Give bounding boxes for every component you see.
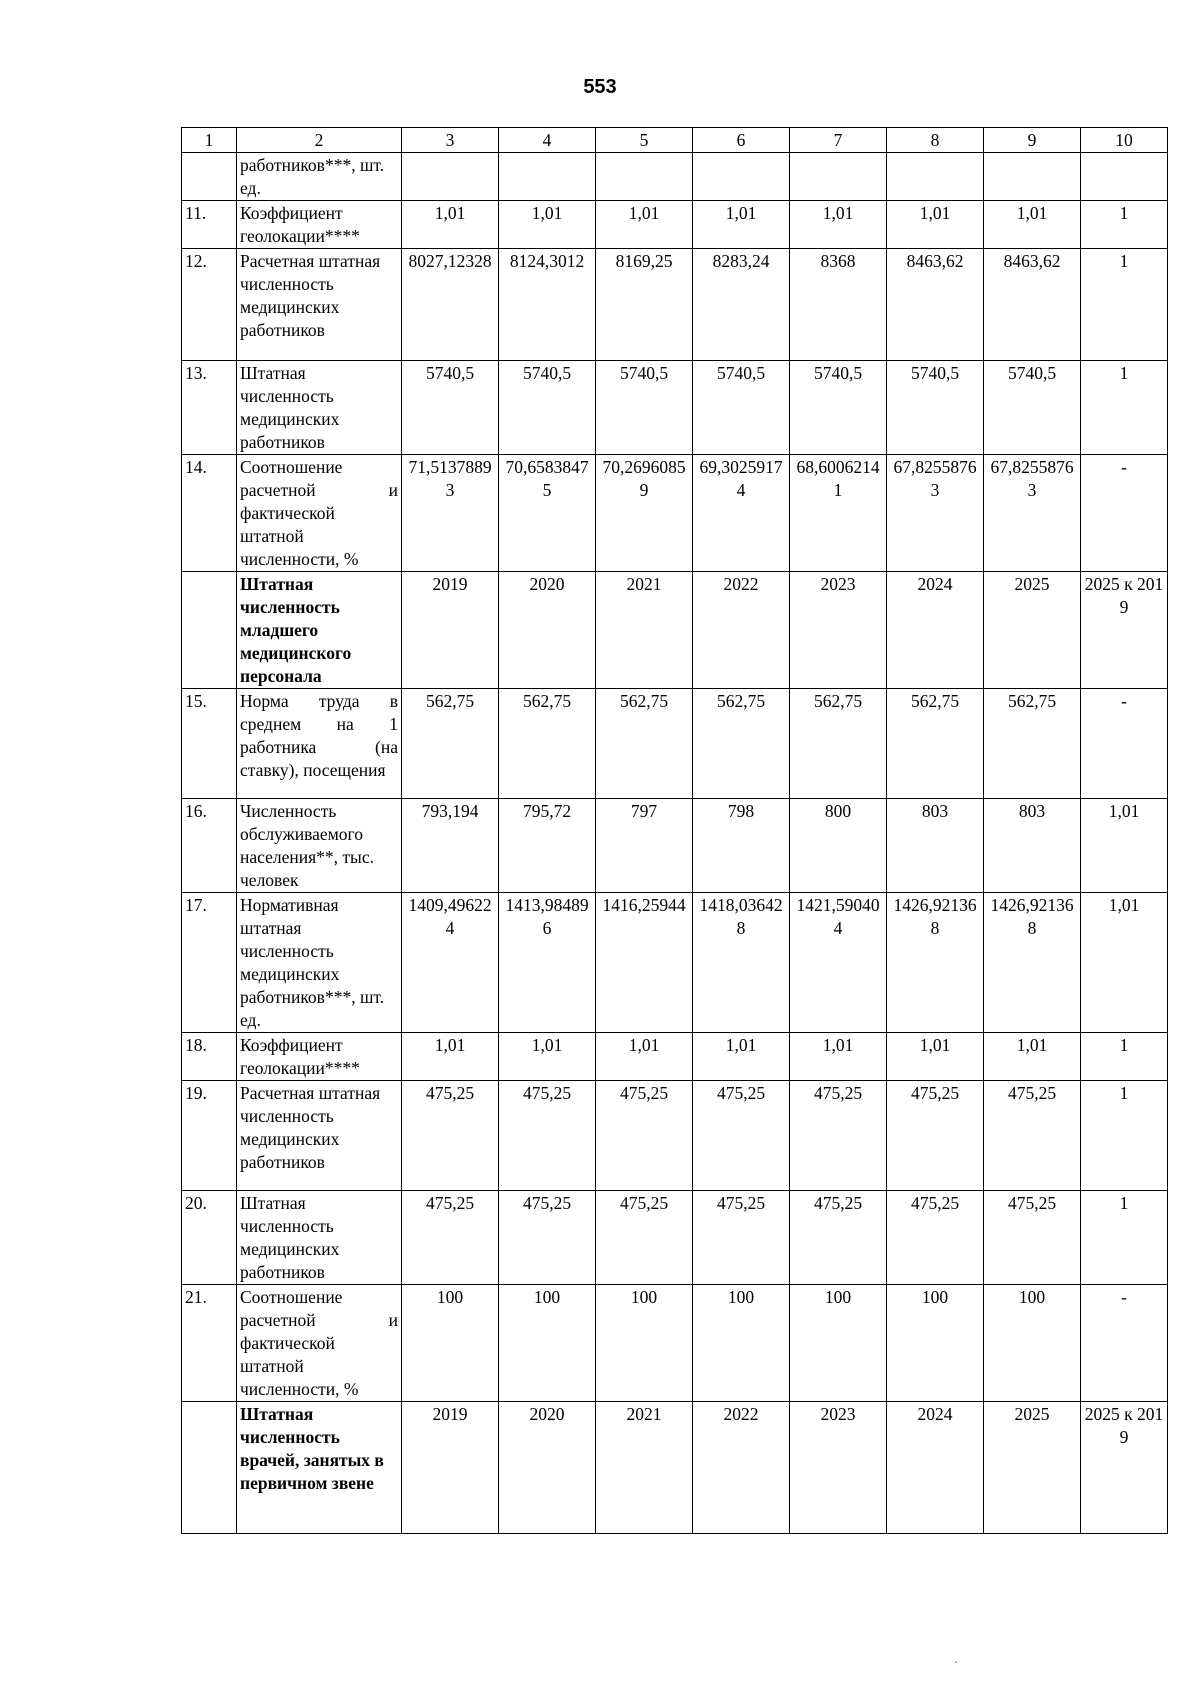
table-row [182,1081,1168,1191]
column-number: 5 [596,128,693,153]
ratio-cell: 1 [1081,201,1168,249]
value-cell: 475,25 [887,1081,984,1191]
value-cell: 2021 [596,572,693,689]
value-cell: 5740,5 [596,361,693,455]
value-cell: 8027,12328 [402,249,499,361]
row-number [182,572,237,689]
section-title: Штатная численность младшего медицинского персонала [237,572,402,689]
value-cell: 2025 [984,572,1081,689]
value-cell: 2022 [693,1402,790,1534]
value-cell: 2020 [499,1402,596,1534]
value-cell: 100 [790,1285,887,1402]
value-cell: 2025 [984,1402,1081,1534]
value-cell: 793,194 [402,799,499,893]
column-number: 4 [499,128,596,153]
value-cell: 8368 [790,249,887,361]
row-number: 15. [182,689,237,799]
ratio-cell: 2025 к 2019 [1081,572,1168,689]
value-cell: 68,60062141 [790,455,887,572]
column-number: 3 [402,128,499,153]
value-cell: 798 [693,799,790,893]
ratio-cell: 1 [1081,1081,1168,1191]
value-cell: 5740,5 [984,361,1081,455]
value-cell: 2019 [402,572,499,689]
value-cell: 100 [596,1285,693,1402]
indicator-name: Расчетная штатная численность медицинских работников [237,1081,402,1191]
page-number: 553 [583,76,617,98]
value-cell: 1,01 [984,1033,1081,1081]
value-cell: 475,25 [402,1191,499,1285]
value-cell: 1,01 [790,1033,887,1081]
value-cell: 795,72 [499,799,596,893]
value-cell: 1418,036428 [693,893,790,1033]
value-cell: 8283,24 [693,249,790,361]
table-row [182,455,1168,572]
value-cell [693,153,790,201]
value-cell: 475,25 [790,1191,887,1285]
value-cell: 475,25 [402,1081,499,1191]
table-row [182,1285,1168,1402]
value-cell: 475,25 [984,1081,1081,1191]
value-cell: 69,30259174 [693,455,790,572]
value-cell: 562,75 [693,689,790,799]
indicator-name: Соотношение расчетной и фактической штатной численности, % [237,1285,402,1402]
indicator-name: Штатная численность медицинских работников [237,1191,402,1285]
table-row [182,361,1168,455]
value-cell [790,153,887,201]
value-cell: 2020 [499,572,596,689]
value-cell: 562,75 [499,689,596,799]
ratio-cell: 1,01 [1081,799,1168,893]
column-number: 9 [984,128,1081,153]
row-number: 19. [182,1081,237,1191]
indicator-name: Коэффициент геолокации**** [237,1033,402,1081]
value-cell: 562,75 [887,689,984,799]
table-row [182,1191,1168,1285]
column-number-row [182,128,1168,153]
value-cell: 1426,921368 [887,893,984,1033]
value-cell: 2023 [790,1402,887,1534]
row-number: 16. [182,799,237,893]
value-cell: 70,26960859 [596,455,693,572]
value-cell: 1,01 [693,201,790,249]
value-cell: 475,25 [596,1081,693,1191]
value-cell: 475,25 [887,1191,984,1285]
ratio-cell: 1 [1081,1033,1168,1081]
value-cell: 1,01 [402,1033,499,1081]
value-cell: 1416,25944 [596,893,693,1033]
row-number: 11. [182,201,237,249]
indicator-name: Штатная численность медицинских работников [237,361,402,455]
value-cell [499,153,596,201]
value-cell: 1,01 [596,1033,693,1081]
value-cell: 1,01 [402,201,499,249]
column-number: 2 [237,128,402,153]
row-number: 18. [182,1033,237,1081]
row-number: 21. [182,1285,237,1402]
table-row [182,1033,1168,1081]
indicator-name: Расчетная штатная численность медицинских работников [237,249,402,361]
ratio-cell: - [1081,1285,1168,1402]
value-cell: 562,75 [984,689,1081,799]
table-row [182,689,1168,799]
table-row [182,201,1168,249]
value-cell: 2024 [887,572,984,689]
value-cell: 2021 [596,1402,693,1534]
indicator-name: Норма труда в среднем на 1 работника (на ставку), посещения [237,689,402,799]
value-cell: 8124,3012 [499,249,596,361]
table-row [182,153,1168,201]
indicator-name: Численность обслуживаемого населения**, тыс. человек [237,799,402,893]
ratio-cell: 1 [1081,249,1168,361]
value-cell: 475,25 [596,1191,693,1285]
value-cell: 5740,5 [499,361,596,455]
row-number: 13. [182,361,237,455]
table-row [182,249,1168,361]
value-cell: 803 [984,799,1081,893]
value-cell: 800 [790,799,887,893]
row-number: 12. [182,249,237,361]
value-cell: 5740,5 [887,361,984,455]
value-cell: 1,01 [984,201,1081,249]
value-cell: 71,51378893 [402,455,499,572]
value-cell: 100 [499,1285,596,1402]
value-cell: 100 [887,1285,984,1402]
value-cell: 562,75 [596,689,693,799]
indicator-name: работников***, шт. ед. [237,153,402,201]
value-cell [984,153,1081,201]
value-cell: 803 [887,799,984,893]
column-number: 1 [182,128,237,153]
value-cell: 2019 [402,1402,499,1534]
value-cell: 67,82558763 [887,455,984,572]
ratio-cell: 1 [1081,361,1168,455]
value-cell: 475,25 [499,1191,596,1285]
value-cell: 67,82558763 [984,455,1081,572]
value-cell [887,153,984,201]
row-number: 20. [182,1191,237,1285]
value-cell: 2022 [693,572,790,689]
ratio-cell [1081,153,1168,201]
value-cell: 475,25 [693,1081,790,1191]
section-header-row [182,572,1168,689]
row-number: 14. [182,455,237,572]
table-row [182,893,1168,1033]
value-cell: 797 [596,799,693,893]
value-cell: 1,01 [887,201,984,249]
value-cell: 70,65838475 [499,455,596,572]
value-cell: 5740,5 [790,361,887,455]
ratio-cell: - [1081,455,1168,572]
table-body [182,128,1168,1534]
column-number: 8 [887,128,984,153]
value-cell: 8169,25 [596,249,693,361]
value-cell: 1,01 [596,201,693,249]
value-cell: 475,25 [984,1191,1081,1285]
ratio-cell: 1 [1081,1191,1168,1285]
row-number [182,1402,237,1534]
row-number: 17. [182,893,237,1033]
table-row [182,799,1168,893]
value-cell [596,153,693,201]
ratio-cell: - [1081,689,1168,799]
value-cell: 5740,5 [402,361,499,455]
staffing-table [181,127,1168,1534]
value-cell [402,153,499,201]
value-cell: 1,01 [887,1033,984,1081]
column-number: 10 [1081,128,1168,153]
value-cell: 1409,496224 [402,893,499,1033]
value-cell: 5740,5 [693,361,790,455]
value-cell: 1,01 [693,1033,790,1081]
value-cell: 562,75 [790,689,887,799]
value-cell: 562,75 [402,689,499,799]
value-cell: 1413,984896 [499,893,596,1033]
value-cell: 1421,590404 [790,893,887,1033]
ratio-cell: 2025 к 2019 [1081,1402,1168,1534]
value-cell: 100 [693,1285,790,1402]
value-cell: 1,01 [790,201,887,249]
indicator-name: Нормативная штатная численность медицинских работников***, шт. ед. [237,893,402,1033]
column-number: 6 [693,128,790,153]
ratio-cell: 1,01 [1081,893,1168,1033]
indicator-name: Коэффициент геолокации**** [237,201,402,249]
section-header-row [182,1402,1168,1534]
value-cell: 8463,62 [887,249,984,361]
value-cell: 475,25 [790,1081,887,1191]
value-cell: 2023 [790,572,887,689]
value-cell: 100 [984,1285,1081,1402]
value-cell: 475,25 [693,1191,790,1285]
value-cell: 475,25 [499,1081,596,1191]
column-number: 7 [790,128,887,153]
value-cell: 2024 [887,1402,984,1534]
value-cell: 1,01 [499,1033,596,1081]
value-cell: 1,01 [499,201,596,249]
indicator-name: Соотношение расчетной и фактической штатной численности, % [237,455,402,572]
value-cell: 8463,62 [984,249,1081,361]
value-cell: 100 [402,1285,499,1402]
scan-speck [955,1661,957,1663]
section-title: Штатная численность врачей, занятых в первичном звене [237,1402,402,1534]
row-number [182,153,237,201]
value-cell: 1426,921368 [984,893,1081,1033]
